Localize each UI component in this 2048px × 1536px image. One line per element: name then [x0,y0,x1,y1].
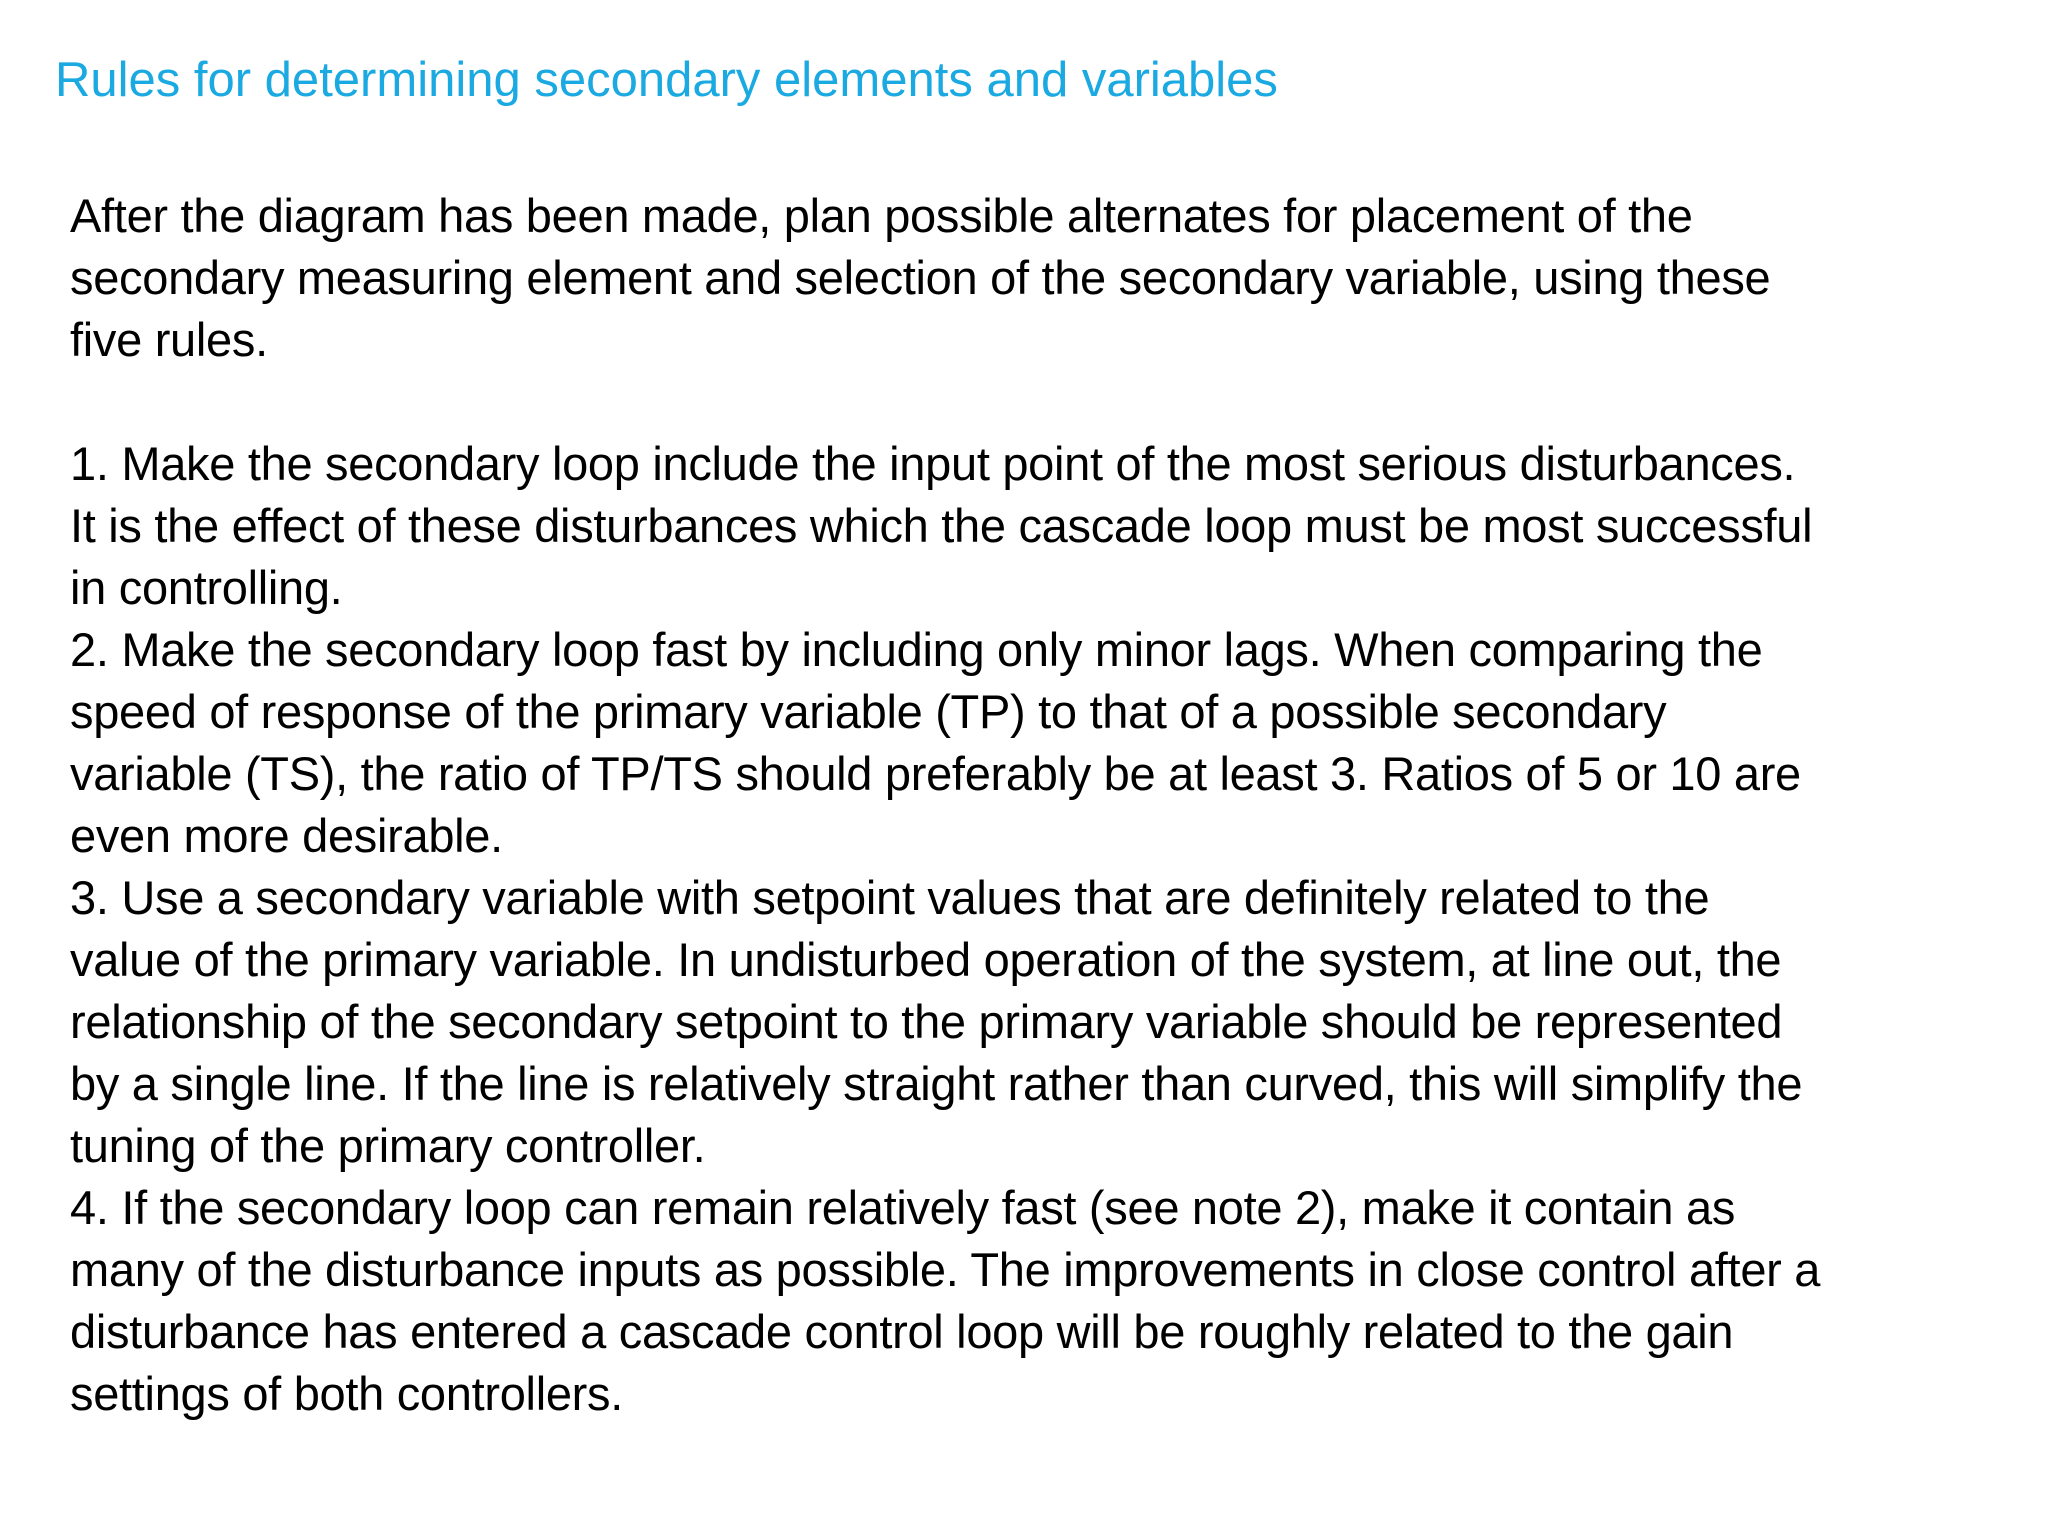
slide-body [70,185,2030,1425]
paragraph-spacer [70,371,2030,433]
rule-2: 2. Make the secondary loop fast by including only minor lags. When comparing the speed of response of the primary variable (TP) to that of a possible secondary variable (TS), the ratio of TP/TS should preferably be at least 3. Ratios of 5 or 10 are even more desirable. [70,623,1801,862]
rule-3: 3. Use a secondary variable with setpoint values that are definitely related to the value of the primary variable. In undisturbed operation of the system, at line out, the relationship of the secondary setpoint to the primary variable should be represented by a single line. If the line is relatively straight rather than curved, this will simplify the tuning of the primary controller. [70,871,1803,1172]
intro-paragraph: After the diagram has been made, plan possible alternates for placement of the secondary measuring element and selection of the secondary variable, using these five rules. [70,189,1771,366]
slide-title: Rules for determining secondary elements and variables [55,53,1278,107]
rule-1: 1. Make the secondary loop include the input point of the most serious disturbances. It is the effect of these disturbances which the cascade loop must be most successful in controlling. [70,437,1813,614]
rule-4: 4. If the secondary loop can remain relatively fast (see note 2), make it contain as many of the disturbance inputs as possible. The improvements in close control after a disturbance has entered a cascade control loop will be roughly related to the gain settings of both controllers. [70,1181,1821,1420]
